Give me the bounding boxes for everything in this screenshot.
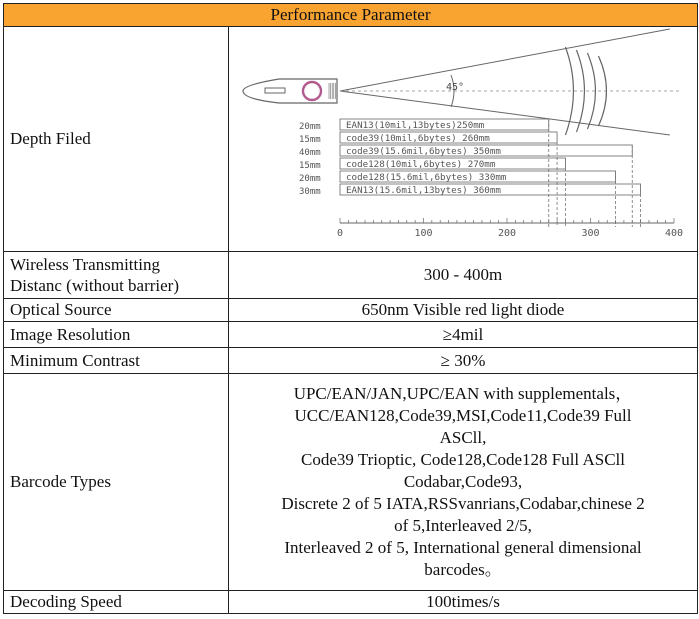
bar-left-label: 40mm <box>299 148 321 158</box>
row-label-wireless <box>4 252 229 299</box>
table-row <box>4 374 698 591</box>
bar-text: code39(10mil,6bytes) 260mm <box>346 133 490 144</box>
bar-text: code128(15.6mil,6bytes) 330mm <box>346 172 507 183</box>
barcode-line: Codabar,Code93, <box>403 472 523 491</box>
depth-field-diagram <box>229 27 695 245</box>
row-value-wireless: 300 - 400m <box>229 252 698 299</box>
table-row <box>4 322 698 348</box>
bar-text: EAN13(10mil,13bytes)250mm <box>346 120 485 131</box>
row-label-minimum-contrast: Minimum Contrast <box>4 348 229 374</box>
x-tick-label: 200 <box>497 228 517 239</box>
row-value-image-resolution: ≥4mil <box>229 322 698 348</box>
barcode-line: Code39 Trioptic, Code128,Code128 Full ASCll <box>301 450 625 469</box>
angle-label: 45° <box>446 82 465 93</box>
x-tick-label: 100 <box>414 228 433 239</box>
x-tick-label: 300 <box>581 228 600 239</box>
label-line: Distanc (without barrier) <box>10 276 179 295</box>
barcode-line: Interleaved 2 of 5, International general dimensional <box>284 538 642 557</box>
table-row <box>4 348 698 374</box>
barcode-line: ASCll, <box>439 428 487 447</box>
table-row <box>4 27 698 252</box>
table-row <box>4 299 698 322</box>
table-row <box>4 591 698 614</box>
row-value-optical-source: 650nm Visible red light diode <box>229 299 698 322</box>
performance-sheet <box>3 3 697 614</box>
table-title: Performance Parameter <box>4 4 698 27</box>
bar-left-label: 20mm <box>299 122 321 132</box>
row-label-depth-field: Depth Filed <box>4 27 229 252</box>
bar-text: code39(15.6mil,6bytes) 350mm <box>346 146 501 157</box>
row-label-image-resolution: Image Resolution <box>4 322 229 348</box>
performance-table <box>3 3 698 614</box>
label-line: Wireless Transmitting <box>10 255 160 274</box>
barcode-line: UPC/EAN/JAN,UPC/EAN with supplementals， <box>293 384 633 403</box>
barcode-line: UCC/EAN128,Code39,MSI,Code11,Code39 Full <box>294 406 632 425</box>
scanner-body <box>243 79 337 103</box>
x-tick-label: 0 <box>336 228 344 239</box>
bar-text: code128(10mil,6bytes) 270mm <box>346 159 496 170</box>
table-row <box>4 252 698 299</box>
barcode-line: of 5,Interleaved 2/5, <box>394 516 532 535</box>
barcode-line: barcodes。 <box>424 560 502 579</box>
bar-left-label: 20mm <box>299 174 321 184</box>
row-label-decoding-speed: Decoding Speed <box>4 591 229 614</box>
bar-left-label: 15mm <box>299 135 321 145</box>
depth-field-diagram-cell <box>229 27 698 252</box>
beam-upper-edge <box>340 29 670 91</box>
table-header-row <box>4 4 698 27</box>
bar-left-label: 15mm <box>299 161 321 171</box>
x-tick-label: 400 <box>664 228 684 239</box>
row-value-barcode-types <box>229 374 698 591</box>
scanner-led <box>303 82 321 100</box>
scanner-label-plate <box>265 88 285 93</box>
bar-text: EAN13(15.6mil,13bytes) 360mm <box>346 185 501 196</box>
row-value-decoding-speed: 100times/s <box>229 591 698 614</box>
bar-left-label: 30mm <box>299 187 321 197</box>
row-value-minimum-contrast: ≥ 30% <box>229 348 698 374</box>
barcode-line: Discrete 2 of 5 IATA,RSSvanrians,Codabar,chinese 2 <box>281 494 645 513</box>
row-label-barcode-types: Barcode Types <box>4 374 229 591</box>
row-label-optical-source: Optical Source <box>4 299 229 322</box>
